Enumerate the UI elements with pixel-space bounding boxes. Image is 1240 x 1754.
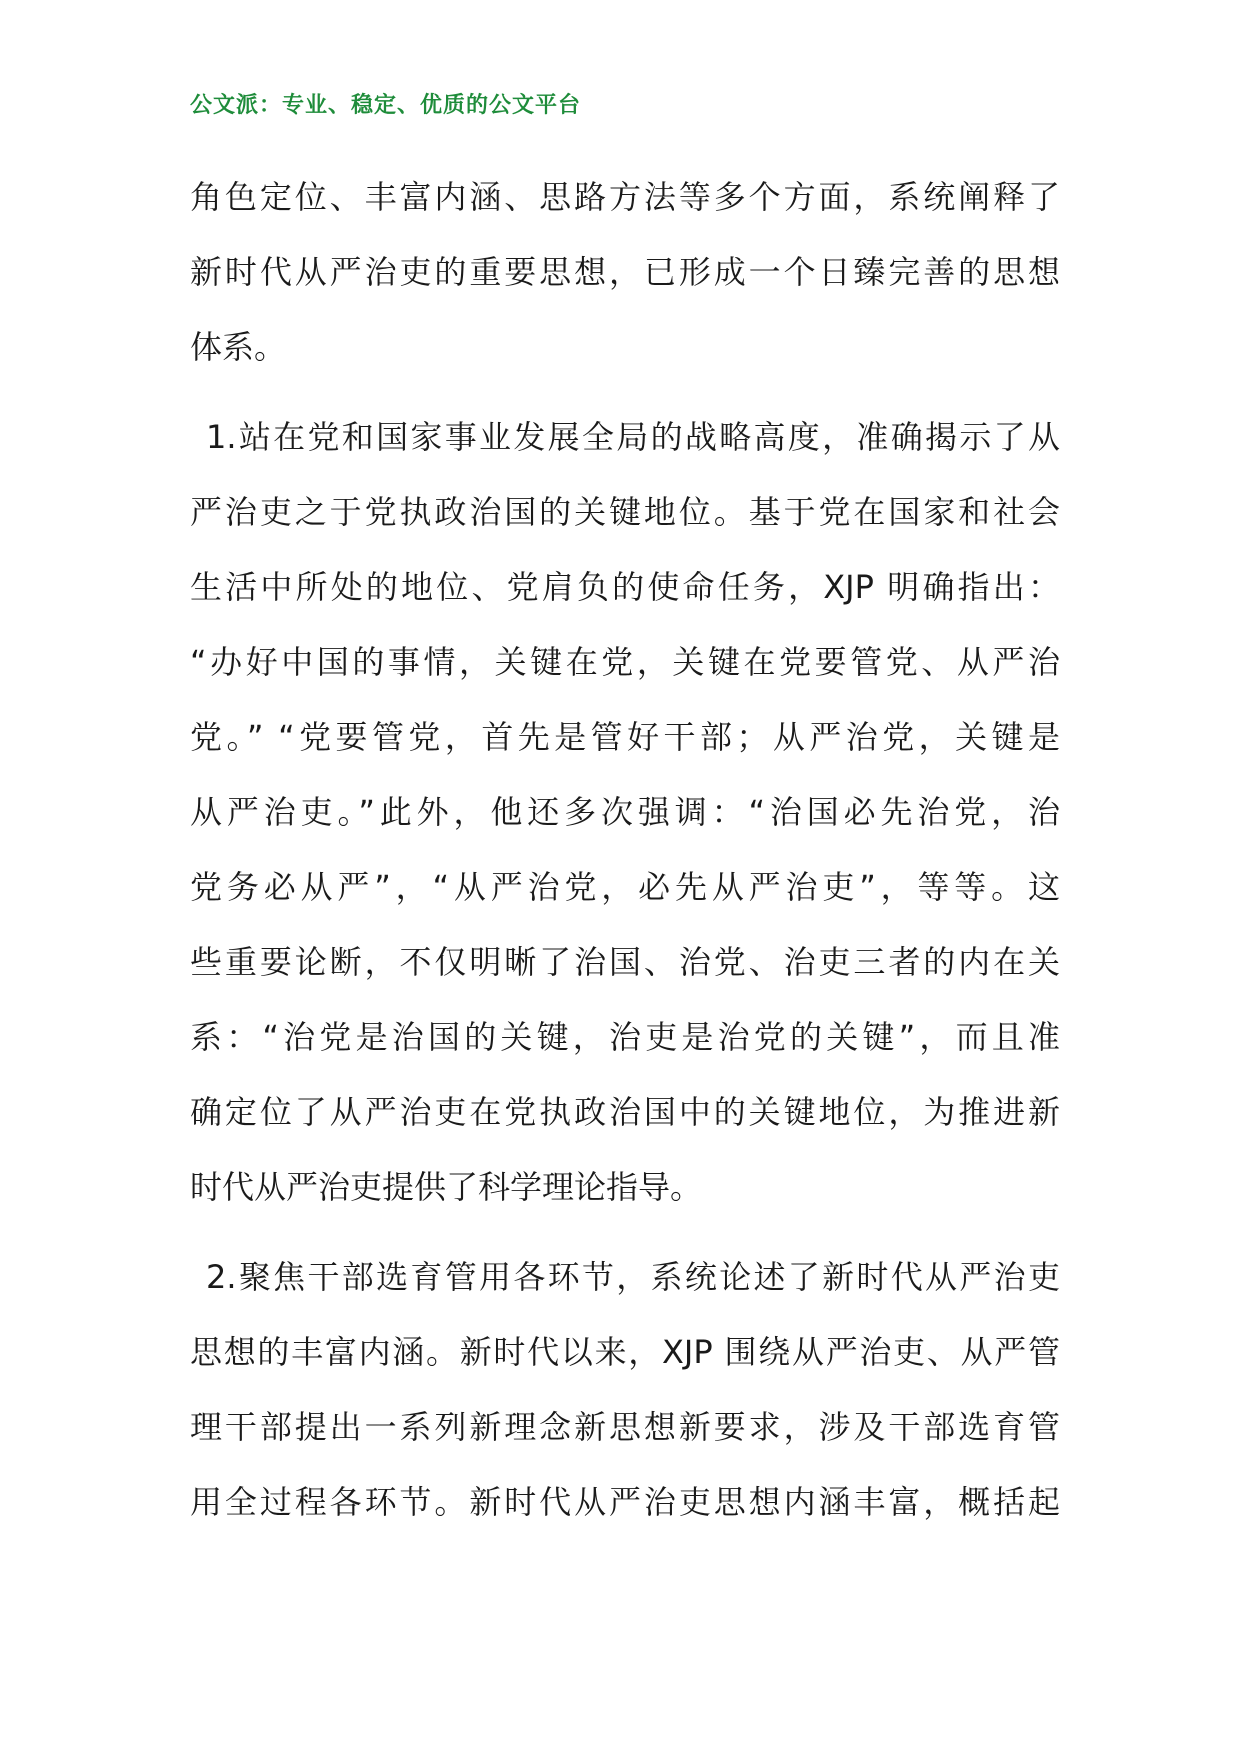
text-line: 确定位了从严治吏在党执政治国中的关键地位，为推进新 <box>190 1093 1060 1131</box>
text-line: 用全过程各环节。新时代从严治吏思想内涵丰富，概括起 <box>190 1483 1060 1521</box>
text-line: 党务必从严”，“从严治党，必先从严治吏”，等等。这 <box>190 868 1060 906</box>
text-line: 思想的丰富内涵。新时代以来，XJP 围绕从严治吏、从严管 <box>190 1333 1060 1371</box>
page-header: 公文派：专业、稳定、优质的公文平台 <box>190 93 582 118</box>
paragraph <box>190 400 1060 1225</box>
text-line: 生活中所处的地位、党肩负的使命任务，XJP 明确指出： <box>190 568 1060 606</box>
text-line: 角色定位、丰富内涵、思路方法等多个方面，系统阐释了 <box>190 178 1060 216</box>
text-line: “办好中国的事情，关键在党，关键在党要管党、从严治 <box>190 643 1060 681</box>
text-line: 新时代从严治吏的重要思想，已形成一个日臻完善的思想 <box>190 253 1060 291</box>
text-line: 理干部提出一系列新理念新思想新要求，涉及干部选育管 <box>190 1408 1060 1446</box>
document-body <box>190 160 1060 1540</box>
text-line: 严治吏之于党执政治国的关键地位。基于党在国家和社会 <box>190 493 1060 531</box>
text-line: 时代从严治吏提供了科学理论指导。 <box>190 1168 703 1206</box>
text-line: 从严治吏。”此外，他还多次强调：“治国必先治党，治 <box>190 793 1060 831</box>
text-line: 2.聚焦干部选育管用各环节，系统论述了新时代从严治吏 <box>206 1258 1060 1296</box>
text-line: 党。” “党要管党，首先是管好干部；从严治党，关键是 <box>190 718 1060 756</box>
text-line: 些重要论断，不仅明晰了治国、治党、治吏三者的内在关 <box>190 943 1060 981</box>
paragraph <box>190 160 1060 385</box>
text-line: 体系。 <box>190 328 287 366</box>
text-line: 系：“治党是治国的关键，治吏是治党的关键”，而且准 <box>190 1018 1060 1056</box>
text-line: 1.站在党和国家事业发展全局的战略高度，准确揭示了从 <box>206 418 1060 456</box>
paragraph <box>190 1240 1060 1540</box>
